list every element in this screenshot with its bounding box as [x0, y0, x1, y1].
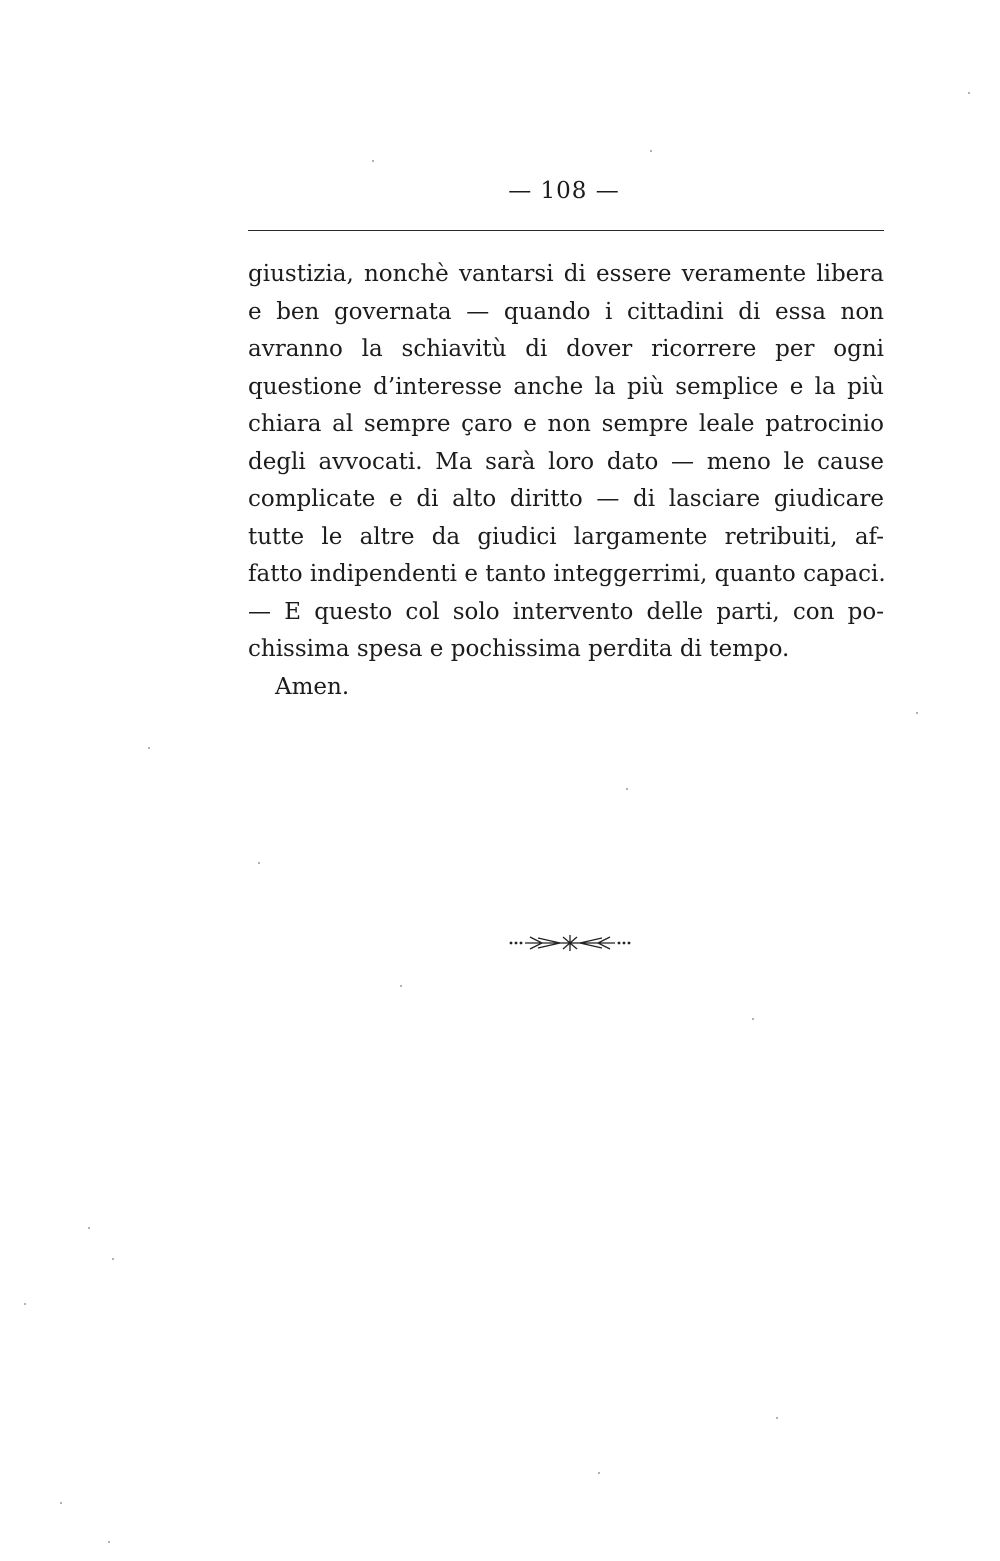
paper-speck — [108, 1541, 110, 1543]
page-number: — 108 — — [508, 178, 620, 204]
text-line: chiara al sempre çaro e non sempre leale patrocinio — [248, 411, 884, 437]
paper-speck — [112, 1258, 114, 1260]
paper-speck — [148, 747, 150, 749]
paper-speck — [776, 1417, 778, 1419]
text-line: avranno la schiavitù di dover ricorrere per ogni — [248, 336, 884, 362]
paper-speck — [258, 862, 260, 864]
tailpiece-ornament-icon — [508, 932, 632, 952]
paper-speck — [372, 160, 374, 162]
text-line: e ben governata — quando i cittadini di essa non — [248, 298, 884, 325]
text-line: fatto indipendenti e tanto integgerrimi, quanto capaci. — [248, 561, 886, 587]
paper-speck — [626, 788, 628, 790]
paper-speck — [88, 1227, 90, 1229]
paper-speck — [598, 1472, 600, 1474]
text-line: degli avvocati. Ma sarà loro dato — meno le cause — [248, 448, 884, 475]
text-line: complicate e di alto diritto — di lasciare giudicare — [248, 486, 884, 512]
paper-speck — [916, 712, 918, 714]
text-line: giustizia, nonchè vantarsi di essere veramente libera — [248, 261, 884, 287]
text-line: chissima spesa e pochissima perdita di tempo. — [248, 636, 790, 662]
body-text — [248, 256, 884, 706]
paper-speck — [968, 92, 970, 94]
paper-speck — [650, 150, 652, 152]
header-rule — [248, 230, 884, 231]
closing-line: Amen. — [275, 673, 350, 700]
paper-speck — [24, 1303, 26, 1305]
text-line: tutte le altre da giudici largamente retribuiti, af- — [248, 523, 884, 550]
paper-speck — [60, 1502, 62, 1504]
paper-speck — [400, 985, 402, 987]
text-line: — E questo col solo intervento delle parti, con po- — [248, 598, 884, 625]
text-line: questione d’interesse anche la più semplice e la più — [248, 373, 884, 400]
paper-speck — [752, 1018, 754, 1020]
